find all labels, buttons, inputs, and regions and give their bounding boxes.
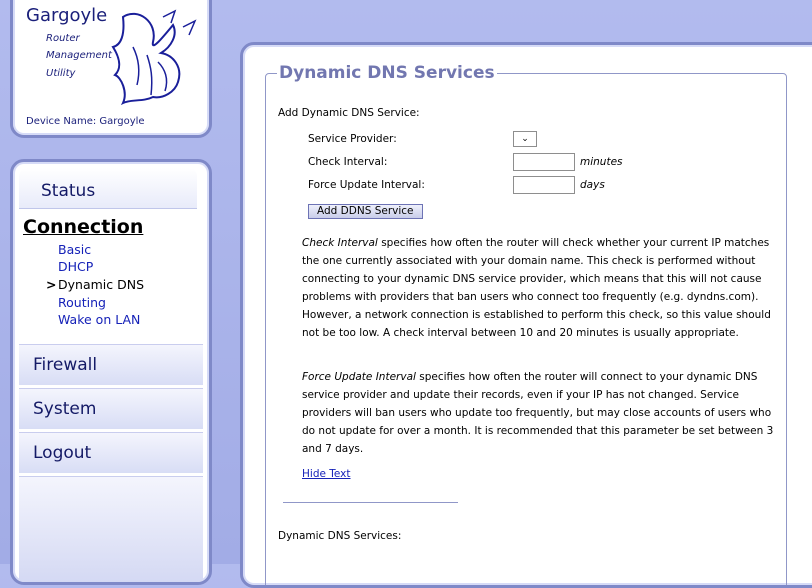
check-interval-label: Check Interval: [308, 156, 388, 168]
nav-system[interactable] [19, 388, 203, 429]
nav-firewall-label: Firewall [33, 355, 98, 375]
nav-sub-basic[interactable]: Basic [58, 242, 92, 257]
nav-connection[interactable]: Connection [23, 216, 144, 238]
force-update-help [302, 368, 780, 458]
subtitle-line-1: Router [46, 33, 80, 44]
nav-status[interactable] [19, 168, 197, 209]
header-box [10, 0, 212, 138]
nav-sub-routing[interactable]: Routing [58, 295, 106, 310]
check-interval-input[interactable] [513, 153, 575, 171]
force-update-input[interactable] [513, 176, 575, 194]
add-service-heading: Add Dynamic DNS Service: [278, 107, 420, 119]
app-title: Gargoyle [26, 5, 108, 26]
force-update-term: Force Update Interval [302, 371, 416, 383]
subtitle-line-2: Management [46, 50, 112, 61]
force-update-unit: days [580, 179, 605, 191]
service-provider-select[interactable] [513, 131, 537, 147]
hide-text-link[interactable]: Hide Text [302, 468, 351, 480]
subtitle-line-3: Utility [46, 68, 76, 79]
nav-firewall[interactable] [19, 344, 203, 385]
nav-status-label: Status [41, 181, 96, 201]
services-heading: Dynamic DNS Services: [278, 530, 402, 542]
check-interval-term: Check Interval [302, 237, 378, 249]
add-ddns-button[interactable]: Add DDNS Service [308, 204, 423, 219]
section-divider [283, 502, 458, 503]
gargoyle-logo-icon [103, 7, 203, 107]
nav-system-label: System [33, 399, 97, 419]
active-marker: > [46, 277, 57, 292]
nav-logout-label: Logout [33, 443, 92, 463]
chevron-down-icon: ⌄ [521, 134, 529, 144]
nav-filler [19, 476, 203, 585]
check-interval-unit: minutes [580, 156, 623, 168]
nav-sub-dynamic-dns-label: Dynamic DNS [58, 277, 145, 292]
content-panel [240, 42, 812, 588]
check-interval-help [302, 234, 780, 342]
nav-sub-wake-on-lan[interactable]: Wake on LAN [58, 312, 141, 327]
page-title: Dynamic DNS Services [279, 63, 495, 83]
force-update-label: Force Update Interval: [308, 179, 425, 191]
sidebar-nav [10, 159, 212, 585]
device-name: Device Name: Gargoyle [26, 116, 145, 127]
nav-sub-dhcp[interactable]: DHCP [58, 259, 94, 274]
nav-sub-dynamic-dns[interactable] [46, 277, 145, 292]
nav-logout[interactable] [19, 432, 203, 473]
force-update-help-text: specifies how often the router will connect to your dynamic DNS service provider and update their records, even if your IP has not changed. Service providers will ban users who update too frequently, but may close accounts of users who do not update for over a month. It is recommended that this parameter be set between 3 and 7 days. [302, 371, 774, 455]
service-provider-label: Service Provider: [308, 133, 397, 145]
check-interval-help-text: specifies how often the router will check whether your current IP matches the one currently associated with your domain name. This check is performed without connecting to your dynamic DNS service provider, which means that this will not cause problems with providers that ban users who connect too frequently (e.g. dyndns.com). However, a network connection is established to perform this check, so this value should not be too low. A check interval between 10 and 20 minutes is usually appropriate. [302, 237, 771, 339]
